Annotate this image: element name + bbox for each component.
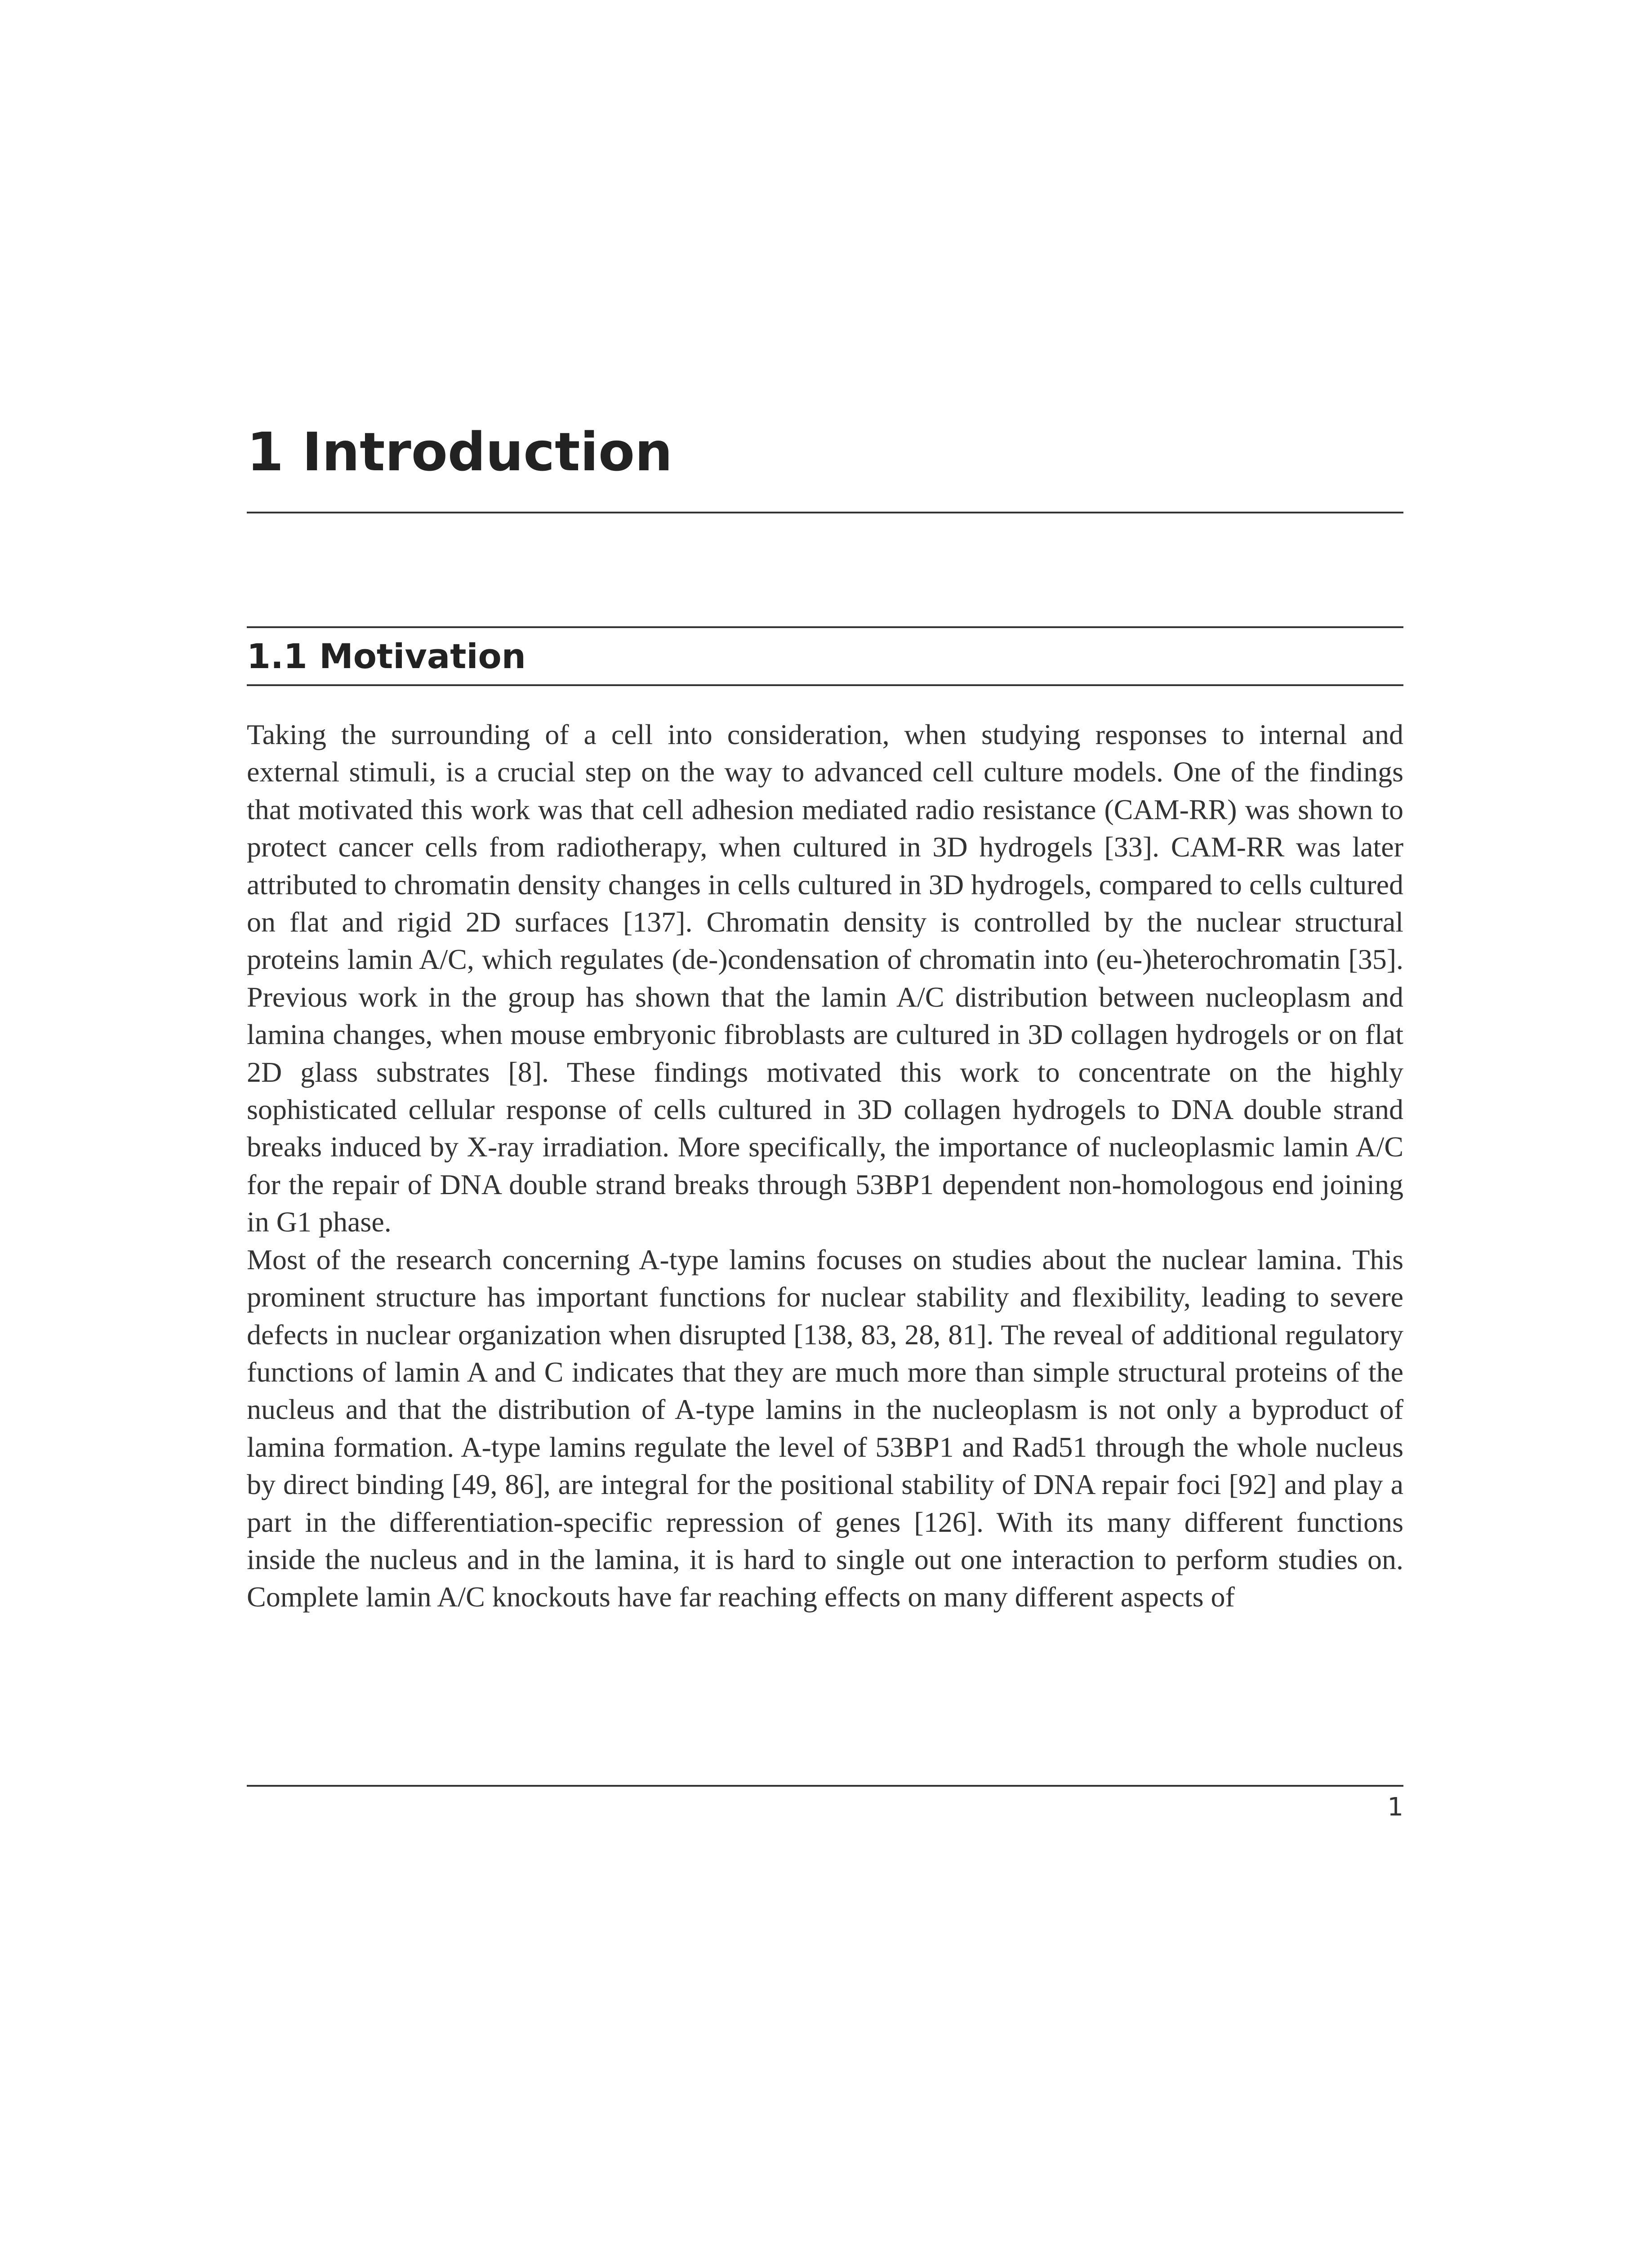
chapter-title: 1 Introduction: [247, 421, 673, 483]
section-top-divider: [247, 626, 1403, 628]
section-title: 1.1 Motivation: [247, 636, 526, 676]
section-bottom-divider: [247, 684, 1403, 686]
page-number: 1: [1387, 1793, 1403, 1822]
body-text: [247, 716, 1403, 1616]
paragraph: Most of the research concerning A-type lamins focuses on studies about the nuclear lamina. This prominent structure has important functions for nuclear stability and flexibility, leading to severe defects in nuclear organization when disrupted [138, 83, 28, 81]. The reveal of additional regulatory functions of lamin A and C indicates that they are much more than simple structural proteins of the nucleus and that the distribution of A-type lamins in the nucleoplasm is not only a byproduct of lamina formation. A-type lamins regulate the level of 53BP1 and Rad51 through the whole nucleus by direct binding [49, 86], are integral for the positional stability of DNA repair foci [92] and play a part in the differentiation-specific repression of genes [126]. With its many different functions inside the nucleus and in the lamina, it is hard to single out one interaction to perform studies on. Complete lamin A/C knockouts have far reaching effects on many different aspects of: [247, 1243, 1403, 1613]
chapter-divider: [247, 512, 1403, 513]
paragraph: Taking the surrounding of a cell into consideration, when studying responses to internal and external stimuli, is a crucial step on the way to advanced cell culture models. One of the findings that motivated this work was that cell adhesion mediated radio resistance (CAM-RR) was shown to protect cancer cells from radiotherapy, when cultured in 3D hydrogels [33]. CAM-RR was later attributed to chromatin density changes in cells cultured in 3D hydrogels, compared to cells cultured on flat and rigid 2D surfaces [137]. Chromatin density is controlled by the nuclear structural proteins lamin A/C, which regulates (de-)condensation of chromatin into (eu-)heterochromatin [35]. Previous work in the group has shown that the lamin A/C distribution between nucleoplasm and lamina changes, when mouse embryonic fibroblasts are cultured in 3D collagen hydrogels or on flat 2D glass substrates [8]. These findings motivated this work to concentrate on the highly sophisticated cellular response of cells cultured in 3D collagen hydrogels to DNA double strand breaks induced by X-ray irradiation. More specifically, the importance of nucleoplasmic lamin A/C for the repair of DNA double strand breaks through 53BP1 dependent non-homologous end joining in G1 phase.: [247, 718, 1403, 1238]
footer-divider: [247, 1785, 1403, 1787]
